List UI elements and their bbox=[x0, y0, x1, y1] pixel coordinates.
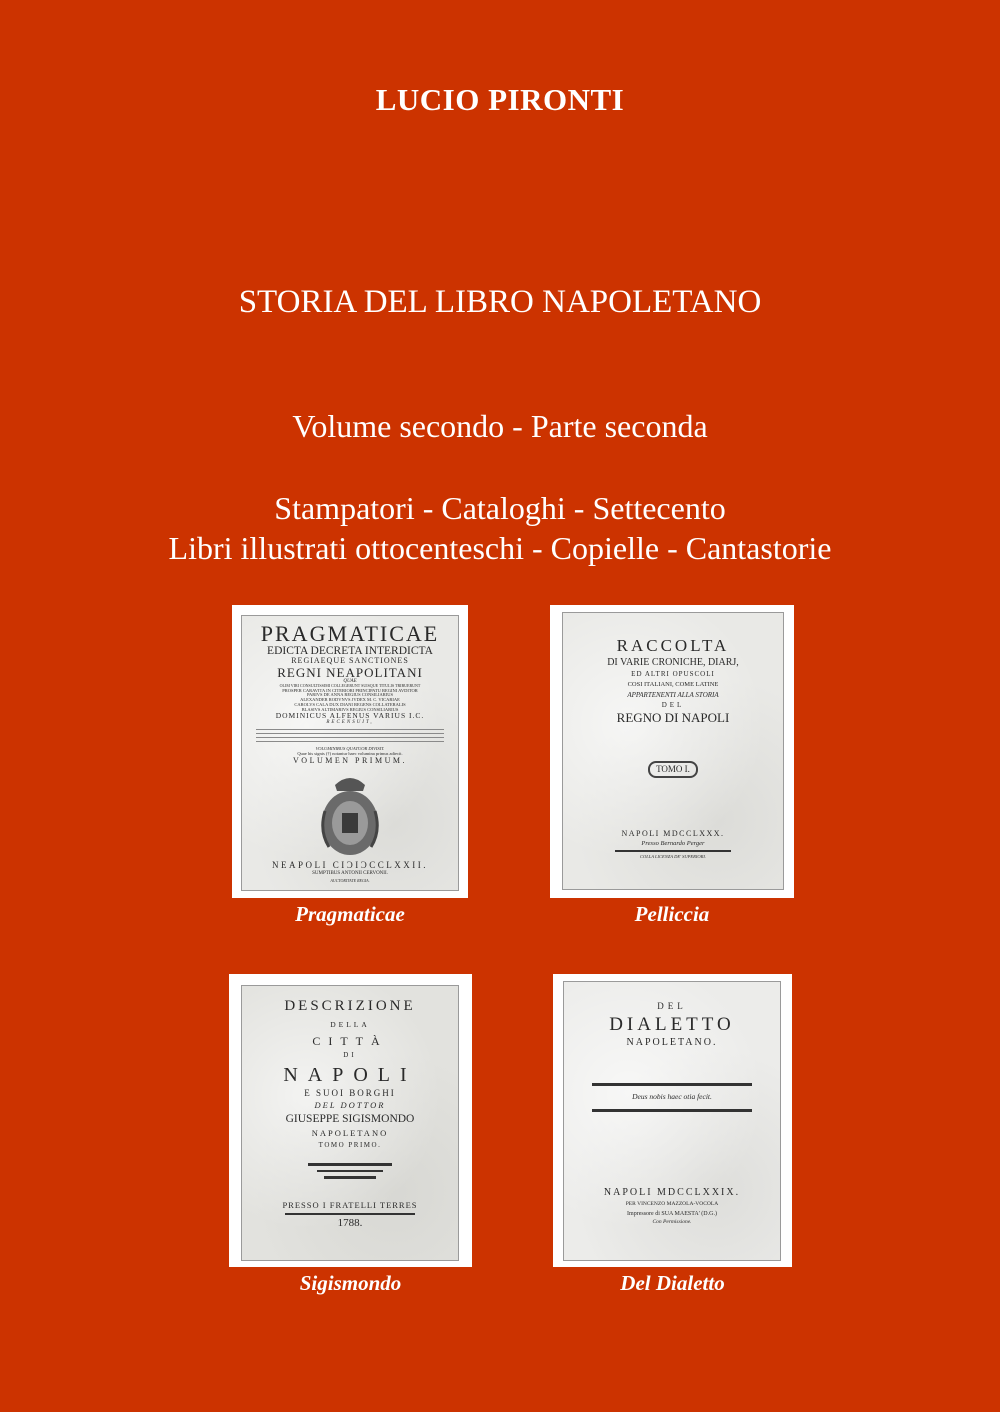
subtitle-line-2: Libri illustrati ottocenteschi - Copielle - Cantastorie bbox=[168, 530, 832, 566]
caption-sigismondo: Sigismondo bbox=[299, 1271, 402, 1295]
author-name: LUCIO PIRONTI bbox=[375, 82, 625, 117]
divider-rule bbox=[592, 1083, 752, 1086]
tomo-cartouche: TOMO I. bbox=[648, 761, 698, 778]
dedication-paragraph bbox=[256, 727, 444, 745]
plate-del-dialetto bbox=[553, 974, 792, 1267]
divider-rule bbox=[592, 1109, 752, 1112]
plate-sigismondo bbox=[229, 974, 472, 1267]
title-page-image: RACCOLTA DI VARIE CRONICHE, DIARJ, ED ALTRI OPUSCOLI COSI ITALIANI, COME LATINE APPARTENENTI ALLA STORIA DEL REGNO DI NAPOLI TOMO I. NAPOLI MDCCLXXX. Presso Bernardo Perger COLLA LICENZA DE' SUPERIORI. bbox=[562, 612, 784, 890]
divider-rule bbox=[308, 1163, 392, 1166]
book-title: STORIA DEL LIBRO NAPOLETANO bbox=[238, 284, 762, 320]
divider-rule bbox=[285, 1213, 415, 1215]
plate-pragmaticae bbox=[232, 605, 468, 898]
coat-of-arms-icon bbox=[317, 771, 383, 857]
caption-pelliccia: Pelliccia bbox=[634, 902, 710, 926]
caption-pragmaticae: Pragmaticae bbox=[295, 902, 405, 926]
title-page-image: DESCRIZIONE DELLA CITTÀ DI NAPOLI E SUOI BORGHI DEL DOTTOR GIUSEPPE SIGISMONDO NAPOLETANO TOMO PRIMO. PRESSO I FRATELLI TERRES 1788. bbox=[241, 985, 459, 1261]
volume-label: Volume secondo - Parte seconda bbox=[292, 408, 708, 444]
caption-del-dialetto: Del Dialetto bbox=[620, 1271, 725, 1295]
divider-rule bbox=[615, 850, 731, 852]
divider-rule bbox=[317, 1170, 383, 1172]
title-page-image: DEL DIALETTO NAPOLETANO. Deus nobis haec otia fecit. NAPOLI MDCCLXXIX. PER VINCENZO MAZZOLA-VOCOLA Impressore di SUA MAESTA' (D.G.) Con Permissione. bbox=[563, 981, 781, 1261]
plate-pelliccia bbox=[550, 605, 794, 898]
subtitle-line-1: Stampatori - Cataloghi - Settecento bbox=[274, 490, 726, 526]
divider-rule bbox=[324, 1176, 376, 1179]
title-page-image: PRAGMATICAE EDICTA DECRETA INTERDICTA REGIAEQUE SANCTIONES REGNI NEAPOLITANI QUAE OLIM VIRI CONSULTISSIMI COLLEGERUNT SUISQUE TITULIS TRIBUERUNT PROSPER CARAVITA IN CITERIORI PRINCIPATU REGINI AVDITOR PARIVS DE ANNA REGIUS CONSILIARIUS ALEXANDER RODVNVS JVDEX M. C. VICARIAE CAROLVS CALA DUX DIANI REGENS COLLATERALIS BLASIVS ALTIMARIVS REGIUS CONSILIARIUS DOMINICUS ALFENUS VARIUS I.C. RECENSUIT, VOLUMINIBUS QUATUOR DIVISIT. Quae his signis (†) notantur haec volumina primus adiecit. VOLUMEN PRIMUM. NEAPOLI CIƆIƆCCLXXII. SUMPTIBUS ANTONII CERVONII. AUCTORITATE REGIA. bbox=[241, 615, 459, 891]
